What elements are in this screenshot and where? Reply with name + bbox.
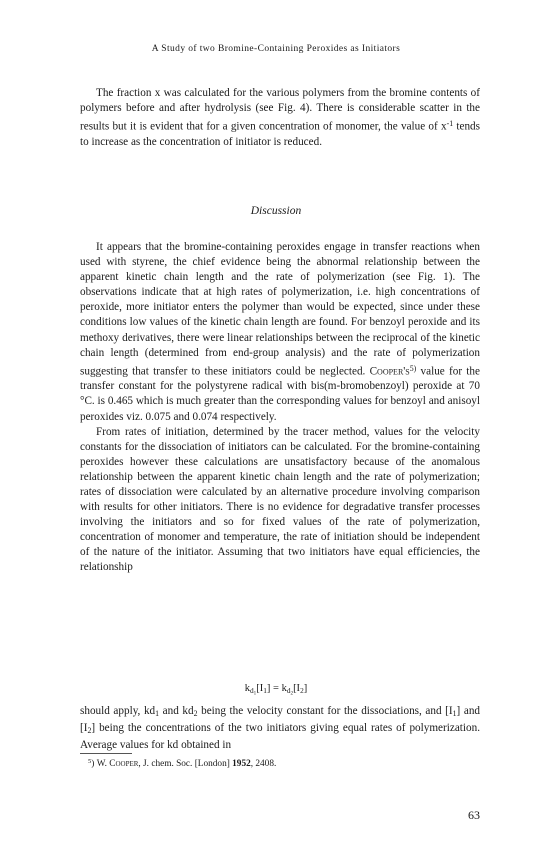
equation-index: 2 (300, 685, 304, 695)
footnote-pages: , 2408. (250, 758, 277, 769)
footnote-number-paren: ) (91, 758, 95, 769)
reference-marker: 5) (409, 363, 417, 373)
equation-symbol: ] (266, 683, 271, 694)
footnote-divider (80, 753, 132, 754)
equation-operator: = (270, 683, 282, 694)
paragraph-text: and (159, 705, 183, 717)
subscript: 1 (452, 708, 457, 718)
footnote-author: W. Cooper, (96, 758, 141, 769)
equation-symbol: ] (303, 683, 308, 694)
equation-index: 1 (253, 690, 257, 697)
equation-symbol: d (250, 685, 254, 695)
equation (0, 683, 552, 696)
body-text-discussion (80, 240, 480, 576)
paragraph-text: obtained in (178, 739, 232, 752)
superscript: -1 (446, 119, 454, 129)
section-heading-discussion: Discussion (250, 205, 302, 217)
equation-symbol: k (281, 683, 287, 694)
equation-index: 2 (290, 690, 294, 697)
paragraph-text: being the velocity constant for the dissociations, and [I (197, 705, 453, 717)
footnote-year: 1952 (232, 758, 251, 769)
paragraph-text: It appears that the bromine-containing peroxides engage in transfer reactions when used with styrene, the chief evidence being the abnormal relationship between the apparent kinetic chain length and the rate of polymerization (see Fig. 1). The observations indicate that at high rates of polymerization, i.e. high concentrations of peroxide, more initiator enters the polymer than would be expected, since under these conditions low values of the kinetic chain length are found. For benzoyl peroxide and its methoxy derivatives, there were linear relationships between the reciprocal of the kinetic chain length (determined from end-group analysis) and the rate of polymerization suggesting that transfer to these initiators could be neglected. (80, 241, 480, 378)
paragraph-text: ] and [I (80, 705, 481, 735)
symbol-kd: kd (143, 705, 156, 717)
page-number: 63 (468, 808, 480, 822)
equation-symbol: d (286, 685, 291, 695)
equation-symbol: [I (293, 683, 301, 694)
paragraph-fraction-x (80, 86, 480, 150)
subscript: 2 (87, 726, 92, 735)
paragraph-text: tends to increase as the concentration of initiator is reduced. (80, 120, 480, 148)
paragraph-text: ] being the concentrations of the two initiators giving equal rates of polymerization. Average values for (80, 722, 480, 752)
footnote-journal: J. chem. Soc. [London] (140, 758, 233, 769)
paragraph-should-apply (80, 704, 480, 753)
subscript: 2 (193, 708, 198, 718)
citation-author: Cooper's (369, 365, 410, 378)
paragraph-text: should apply, (80, 705, 144, 717)
equation-symbol: [I (256, 683, 264, 694)
paragraph-text: The fraction x was calculated for the various polymers from the bromine contents of polymers before and after hydrolysis (see Fig. 4). There is considerable scatter in the results but it is evident that for a given concentration of monomer, the value of x (80, 87, 480, 133)
body-text-top (80, 86, 480, 150)
subscript: 1 (155, 708, 160, 718)
paragraph-text: value for the transfer constant for the polystyrene radical with bis(m-bromobenzoyl) peroxide at 70 °C. is 0.465 which is much greater than the corresponding values for benzoyl and anisoyl peroxides viz. 0.075 and 0.074 respectively. (80, 365, 480, 423)
footnote (88, 758, 276, 769)
equation-symbol: k (244, 683, 250, 694)
footnote-number: 5 (88, 758, 92, 765)
paragraph-rates-of-initiation: From rates of initiation, determined by the tracer method, values for the velocity constants for the dissociation of initiators can be calculated. For the bromine-containing peroxides however these calculations are unsatisfactory because of the anomalous relationship between the apparent kinetic chain length and the rate of polymerization; rates of dissociation were calculated by an alternative procedure involving comparison with results for other initiators. There is no evidence for degradative transfer processes involving the initiators and so for fixed values of the rate of polymerization, concentration of monomer and temperature, the rate of initiation should be independent of the nature of the initiator. Assuming that two initiators have equal efficiencies, the relationship (80, 425, 480, 574)
body-text-bottom (80, 704, 480, 753)
symbol-kd: kd (182, 705, 194, 717)
equation-index: 1 (263, 685, 267, 695)
symbol-kd: kd (167, 739, 179, 752)
paragraph-transfer-reactions (80, 240, 480, 425)
running-head: A Study of two Bromine-Containing Peroxides as Initiators (151, 44, 401, 54)
